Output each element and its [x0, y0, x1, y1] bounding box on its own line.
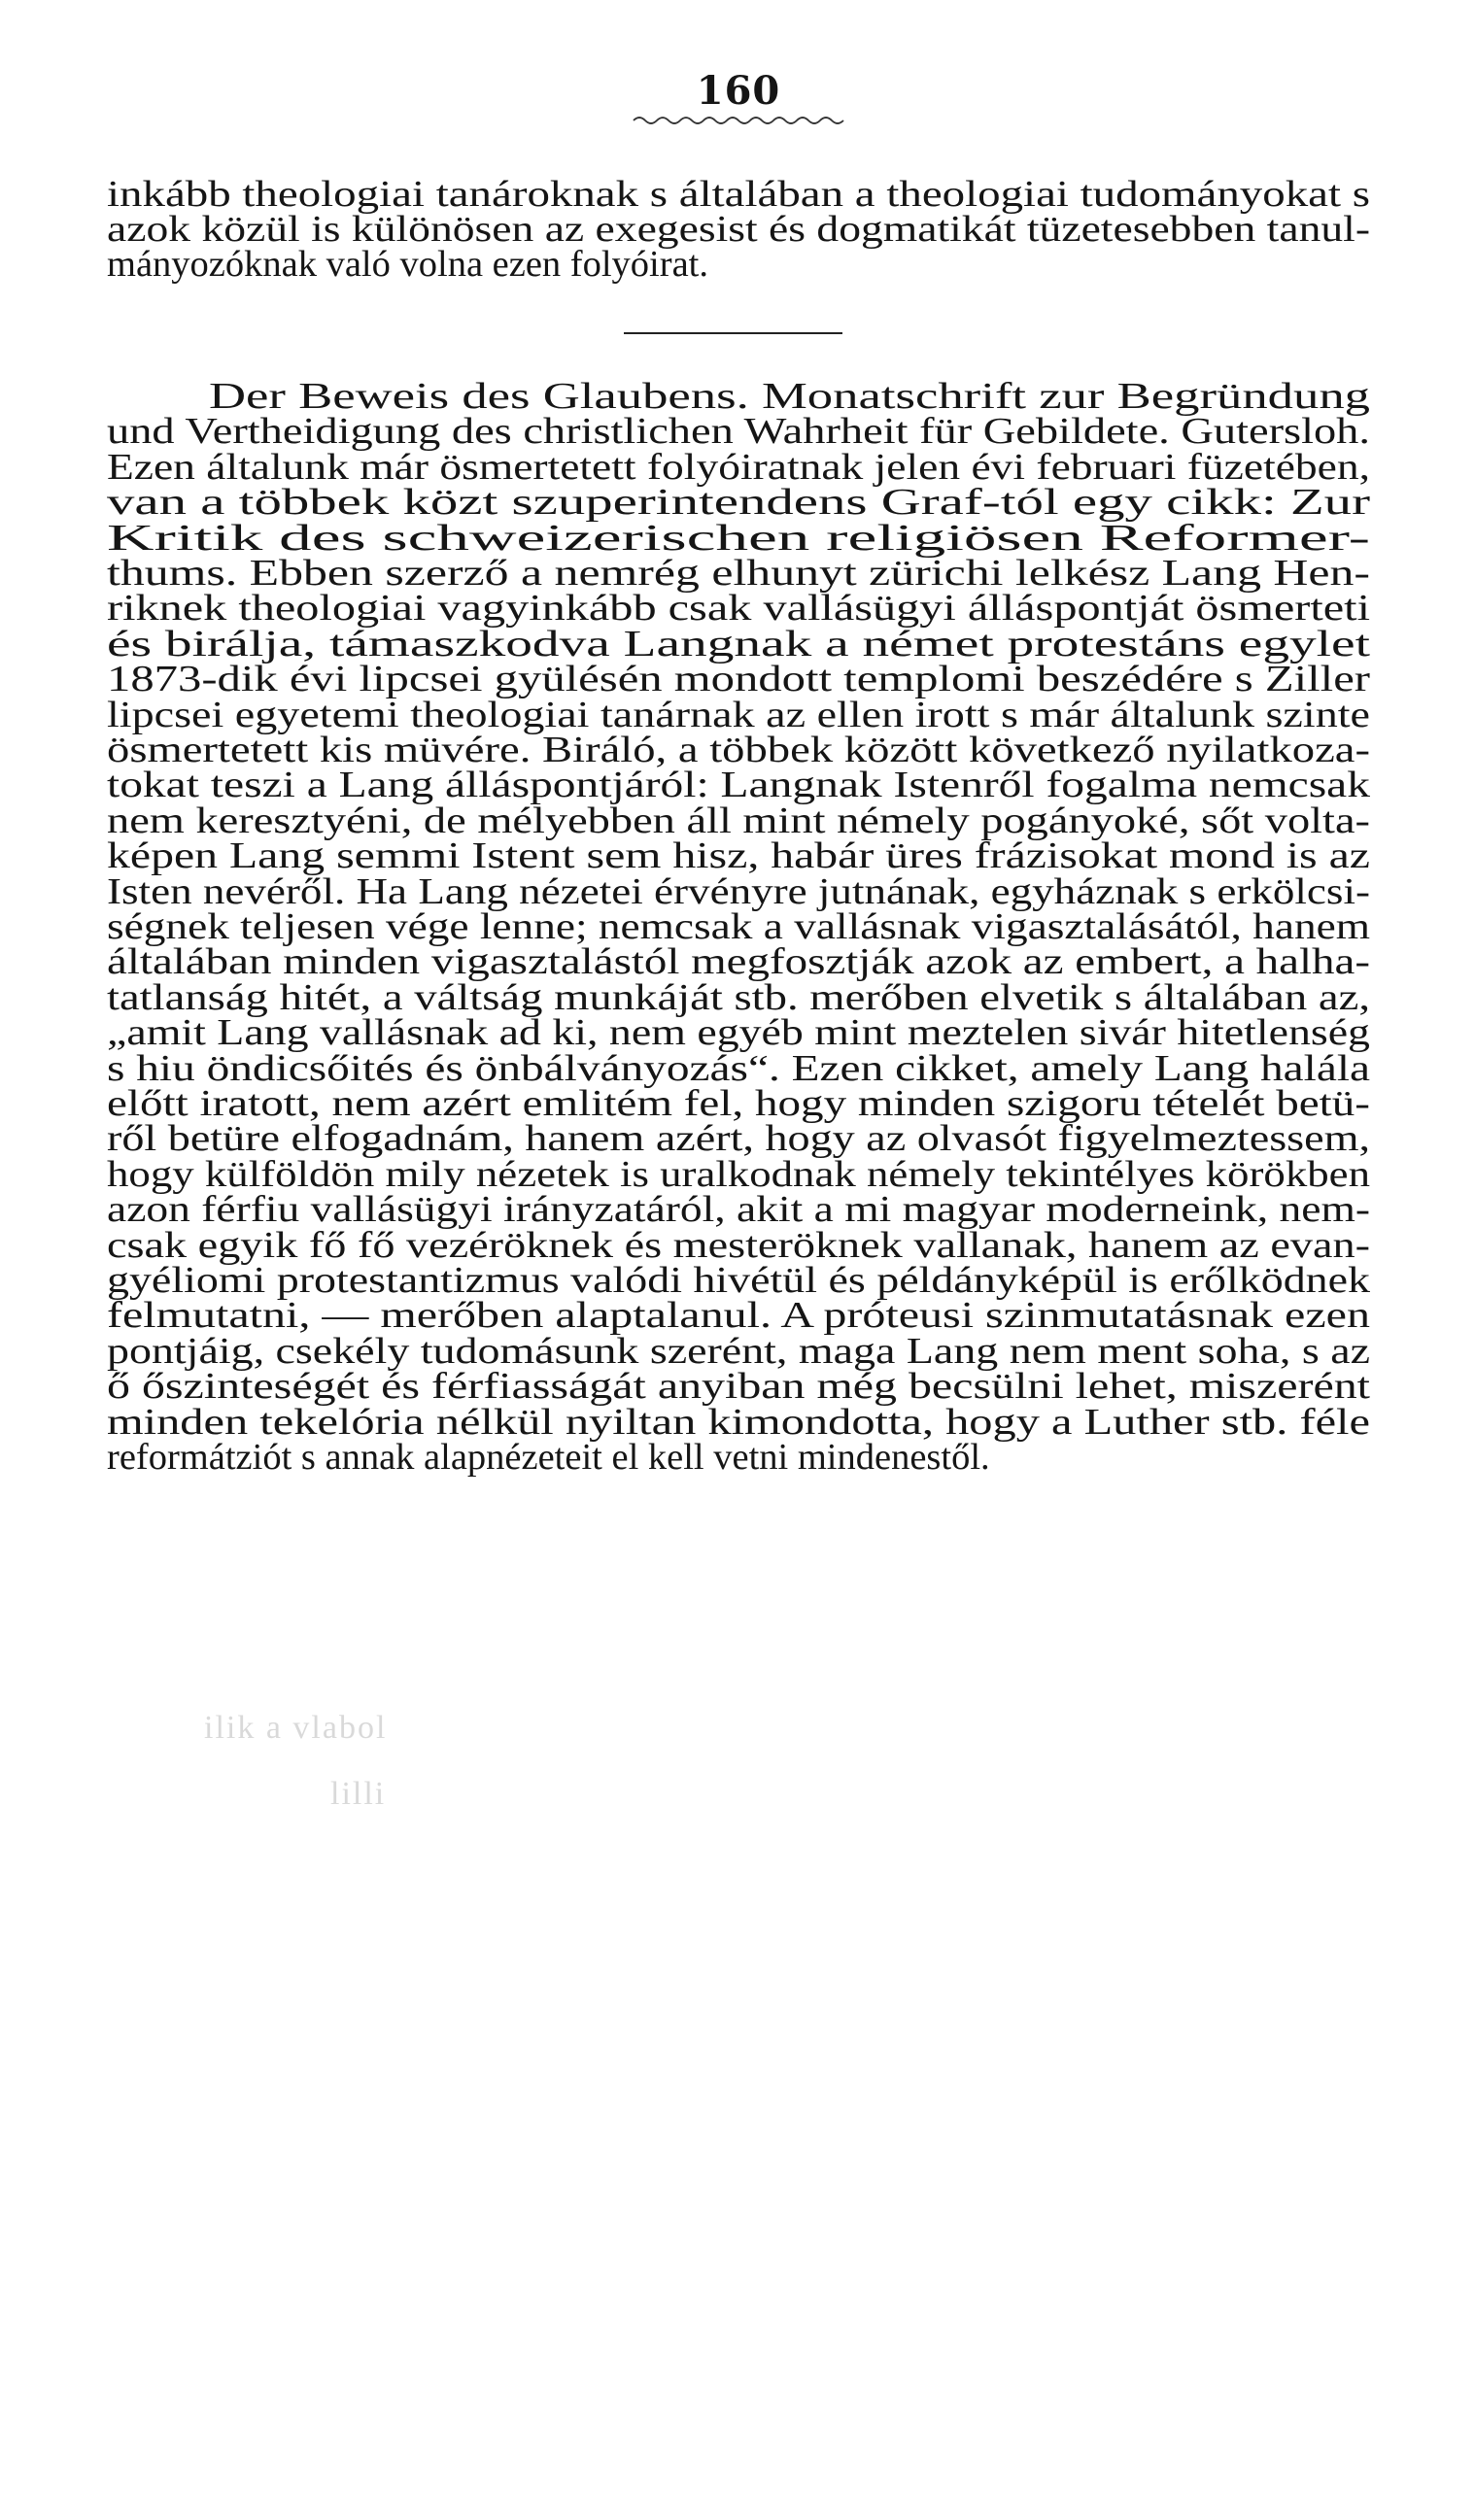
text-line-content: csak egyik fő fő vezéröknek és mesteröknek vallanak, hanem az evan- — [107, 1224, 1370, 1266]
text-line-content: s hiu öndicsőités és önbálványozás“. Ezen cikket, amely Lang halála — [107, 1047, 1370, 1089]
text-line-content: reformátziót s annak alapnézeteit el kell vetni mindenestől. — [107, 1437, 990, 1478]
bleed-through-text: ilik a vlabol — [204, 1710, 388, 1746]
section-divider — [624, 332, 842, 334]
text-line-content: thums. Ebben szerző a nemrég elhunyt zürichi lelkész Lang Hen- — [107, 553, 1370, 594]
text-line-content: ről betüre elfogadnám, hanem azért, hogy az olvasót figyelmeztessem, — [107, 1118, 1370, 1160]
text-line-content: általában minden vigasztalástól megfosztják azok az embert, a halha- — [107, 941, 1370, 983]
text-line-content: nem keresztyéni, de mélyebben áll mint némely pogányoké, sőt volta- — [107, 800, 1370, 841]
text-line-content: Ezen általunk már ösmertetett folyóiratnak jelen évi februari füzetében, — [107, 446, 1370, 488]
text-line-content: Isten nevéről. Ha Lang nézetei érvényre jutnának, egyháznak s erkölcsi- — [107, 870, 1370, 912]
text-line-content: van a többek közt szuperintendens Graf-tól egy cikk: Zur — [107, 482, 1370, 524]
text-line-content: azon férfiu vallásügyi irányzatáról, akit a mi magyar moderneink, nem- — [107, 1189, 1370, 1231]
text-line-content: ő őszinteségét és férfiasságát anyiban még becsülni lehet, miszerént — [107, 1366, 1370, 1408]
text-line-content: és birálja, támaszkodva Langnak a német protestáns egylet — [107, 623, 1370, 664]
text-line-content: 1873-dik évi lipcsei gyülésén mondott templomi beszédére s Ziller — [107, 659, 1370, 700]
text-line-content: felmutatni, — merőben alaptalanul. A próteusi szinmutatásnak ezen — [107, 1295, 1370, 1337]
text-line-content: lipcsei egyetemi theologiai tanárnak az ellen irott s már általunk szinte — [107, 694, 1370, 735]
text-line-content: tokat teszi a Lang álláspontjáról: Langnak Istenről fogalma nemcsak — [107, 765, 1370, 806]
text-line-content: tatlanság hitét, a váltság munkáját stb. merőben elvetik s általában az, — [107, 976, 1370, 1018]
text-line-content: hogy külföldön mily nézetek is uralkodnak némely tekintélyes körökben — [107, 1153, 1370, 1195]
text-line-content: gyéliomi protestantizmus valódi hivétül és példányképül is erőlködnek — [107, 1260, 1370, 1301]
text-line-content: Kritik des schweizerischen religiösen Reformer- — [107, 517, 1370, 559]
text-line-content: und Vertheidigung des christlichen Wahrheit für Gebildete. Gutersloh. — [107, 411, 1370, 453]
text-line-content: mányozóknak való volna ezen folyóirat. — [107, 244, 708, 285]
text-line-content: „amit Lang vallásnak ad ki, nem egyéb mint meztelen sivár hitetlenség — [107, 1012, 1370, 1054]
text-line-content: inkább theologiai tanároknak s általában a theologiai tudományokat s — [107, 174, 1370, 215]
text-line-content: előtt iratott, nem azért emlitém fel, hogy minden szigoru tételét betü- — [107, 1083, 1370, 1124]
text-line-content: ségnek teljesen vége lenne; nemcsak a vallásnak vigasztalásától, hanem — [107, 906, 1370, 947]
text-line-content: pontjáig, csekély tudomásunk szerént, maga Lang nem ment soha, s az — [107, 1330, 1370, 1372]
page-number: 160 — [696, 68, 781, 114]
bleed-through-text: lilli — [330, 1776, 387, 1812]
text-line-content: képen Lang semmi Istent sem hisz, habár üres frázisokat mond is az — [107, 835, 1370, 877]
text-line-content: minden tekelória nélkül nyiltan kimondotta, hogy a Luther stb. féle — [107, 1401, 1370, 1443]
text-line-content: ösmertetett kis müvére. Biráló, a többek között következő nyilatkoza- — [107, 730, 1370, 770]
text-line-content: riknek theologiai vagyinkább csak vallásügyi álláspontját ösmerteti — [107, 588, 1370, 630]
text-line-content: azok közül is különösen az exegesist és dogmatikát tüzetesebben tanul- — [107, 209, 1370, 250]
text-line-content: Der Beweis des Glaubens. Monatschrift zur Begründung — [209, 376, 1370, 417]
page-number-ornament — [632, 113, 845, 128]
